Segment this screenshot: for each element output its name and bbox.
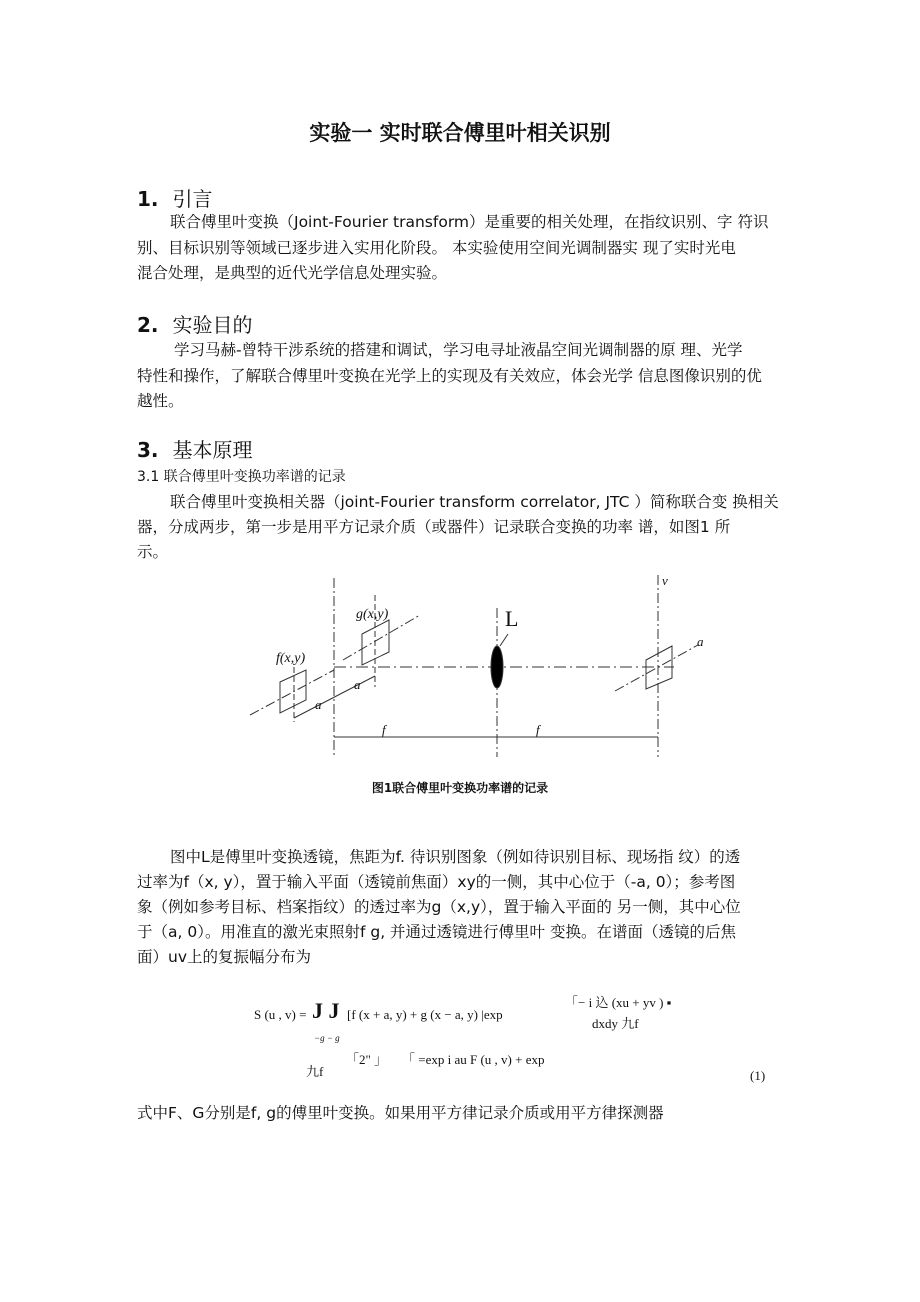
paragraph-line: 象（例如参考目标、档案指纹）的透过率为g（x,y），置于输入平面的 另一侧，其中心位 — [137, 898, 741, 916]
label-focal: f — [382, 722, 386, 737]
figure-caption: 图1联合傅里叶变换功率谱的记录 — [371, 781, 549, 795]
paragraph-line: 过率为f（x, y），置于输入平面（透镜前焦面）xy的一侧，其中心位于（-a, 0）；参考图 — [137, 873, 736, 891]
paragraph-line: 式中F、G分别是f, g的傅里叶变换。如果用平方律记录介质或用平方律探测器 — [137, 1104, 664, 1122]
paragraph-line: 图中L是傅里叶变换透镜，焦距为f. 待识别图象（例如待识别目标、现场指 纹）的透 — [170, 848, 741, 866]
label-gxy: g(x,y) — [356, 607, 389, 622]
paragraph-line: 器，分成两步，第一步是用平方记录介质（或器件）记录联合变换的功率 谱，如图1 所 — [137, 518, 731, 536]
label-lens: L — [505, 606, 519, 631]
subsection-heading: 3.1 联合傅里叶变换功率谱的记录 — [137, 469, 346, 485]
paragraph-line: 示。 — [137, 543, 169, 561]
section-heading-3: 3. 基本原理 — [137, 438, 253, 462]
label-a: a — [315, 697, 322, 712]
paragraph-line: 特性和操作，了解联合傅里叶变换在光学上的实现及有关效应，体会光学 信息图像识别的优 — [137, 367, 762, 385]
section-heading-2: 2. 实验目的 — [137, 313, 253, 337]
document-page: 实验一 实时联合傅里叶相关识别 1. 引言 联合傅里叶变换（Joint-Fourier transform）是重要的相关处理，在指纹识别、字 符识 别、目标识别等领域已逐步进入实用化阶段。 本实验使用空间光调制器实 现了实时光电 混合处理，是典型的近代光学信息处理实验。 2. 实验目的 学习马赫-曾特干涉系统的搭建和调试，学习电寻址液晶空间光调制器的原 理、光学 特性和操作，了解联合傅里叶变换在光学上的实现及有关效应，体会光学 信息图像识别的优 越性。 3. 基本原理 3.1 联合傅里叶变换功率谱的记录 联合傅里叶变换相关器（joint-Fourier transform correlator, JTC ）简称联合变 换相关 器，分成两步，第一步是用平方记录介质（或器件）记录联合变换的功率 谱，如图1 所 示。 f(x,y) g(x,y) L v a a a f f 图1联合傅里叶变换功率谱的记录 图中L是傅里叶变换透镜，焦距为f. 待识别图象（例如待识别目标、现场指 纹）的透 过率为f（x, y），置于输入平面（透镜前焦面）xy的一侧，其中心位于（-a, 0）；参考图 象（例如参考目标、档案指纹）的透过率为g（x,y），置于输入平面的 另一侧，其中心位 于（a, 0）。用准直的激光束照射f g, 并通过透镜进行傅里叶 变换。在谱面（透镜的后焦 面）uv上的复振幅分布为 S (u , v) = J J [f (x + a, y) + g (x − a, y) |exp 「− i 込 (xu + yv ) ▪ dxdy 九f −g − g 「2" 」 「 =exp i au F (u , v) + exp 九f (1) 式中F、G分别是f, g的傅里叶变换。如果用平方律记录介质或用平方律探测器 — [0, 0, 920, 1302]
paragraph-line: 面）uv上的复振幅分布为 — [137, 948, 311, 966]
page-title: 实验一 实时联合傅里叶相关识别 — [309, 121, 611, 145]
label-a: a — [697, 634, 704, 649]
section-heading-1: 1. 引言 — [137, 187, 213, 211]
paragraph-line: 学习马赫-曾特干涉系统的搭建和调试，学习电寻址液晶空间光调制器的原 理、光学 — [174, 341, 743, 359]
paragraph-line: 于（a, 0）。用准直的激光束照射f g, 并通过透镜进行傅里叶 变换。在谱面（透镜的后焦 — [137, 923, 736, 941]
label-a: a — [354, 677, 361, 692]
lens-shape — [491, 646, 503, 688]
paragraph-line: 别、目标识别等领域已逐步进入实用化阶段。 本实验使用空间光调制器实 现了实时光电 — [137, 239, 736, 257]
paragraph-line: 联合傅里叶变换相关器（joint-Fourier transform correlator, JTC ）简称联合变 换相关 — [170, 493, 779, 511]
paragraph-line: 混合处理，是典型的近代光学信息处理实验。 — [137, 264, 448, 282]
label-focal: f — [536, 722, 540, 737]
equation-number: (1) — [750, 1068, 766, 1083]
label-v: v — [662, 573, 668, 588]
paragraph-line: 联合傅里叶变换（Joint-Fourier transform）是重要的相关处理，在指纹识别、字 符识 — [170, 213, 769, 231]
label-fxy: f(x,y) — [276, 651, 306, 666]
paragraph-line: 越性。 — [137, 392, 184, 410]
